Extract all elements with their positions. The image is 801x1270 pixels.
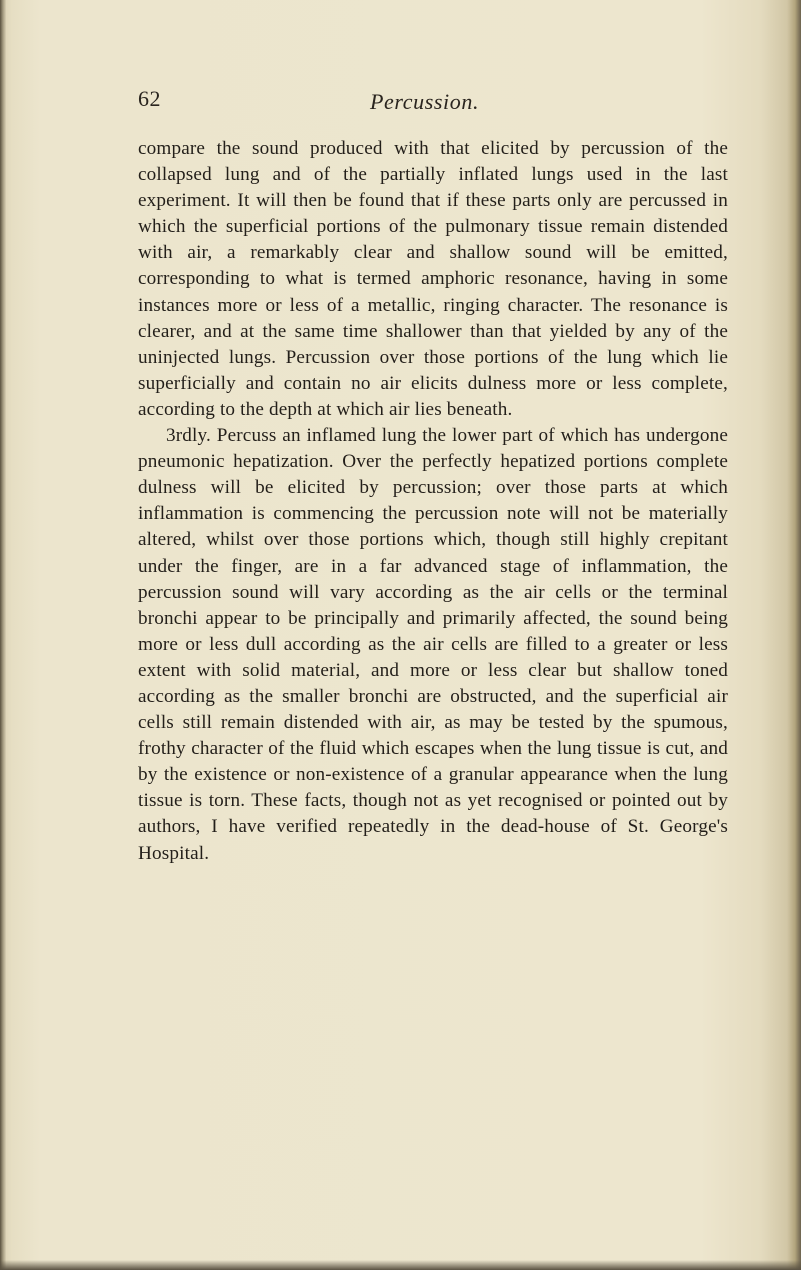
page-gutter-shadow	[0, 0, 6, 1270]
page-number: 62	[138, 86, 161, 111]
page-bottom-shadow	[0, 1260, 801, 1270]
body-text	[138, 136, 728, 867]
running-head: Percussion.	[370, 89, 480, 114]
page-edge-shadow	[787, 0, 801, 1270]
paragraph: compare the sound produced with that elicited by percussion of the collapsed lung and of the partially inflated lungs used in the last experiment. It will then be found that if these parts only are percussed in which the superficial portions of the pulmonary tissue remain distended with air, a remarkably clear and shallow sound will be emitted, corresponding to what is termed amphoric resonance, having in some instances more or less of a metallic, ringing character. The resonance is clearer, and at the same time shallower than that yielded by any of the uninjected lungs. Percussion over those portions of the lung which lie superficially and contain no air elicits dulness more or less complete, according to the depth at which air lies beneath.	[138, 138, 728, 420]
paragraph: 3rdly. Percuss an inflamed lung the lower part of which has undergone pneumonic hepatization. Over the perfectly hepatized portions complete dulness will be elicited by percussion; over those parts at which inflammation is commencing the percussion note will not be materially altered, whilst over those portions which, though still highly crepitant under the finger, are in a far advanced stage of inflammation, the percussion sound will vary according as the air cells or the terminal bronchi appear to be principally and primarily affected, the sound being more or less dull according as the air cells are filled to a greater or less extent with solid material, and more or less clear but shallow toned according as the smaller bronchi are obstructed, and the superficial air cells still remain distended with air, as may be tested by the spumous, frothy character of the fluid which escapes when the lung tissue is cut, and by the existence or non-existence of a granular appearance when the lung tissue is torn. These facts, though not as yet recognised or pointed out by authors, I have verified repeatedly in the dead-house of St. George's Hospital.	[138, 425, 728, 864]
